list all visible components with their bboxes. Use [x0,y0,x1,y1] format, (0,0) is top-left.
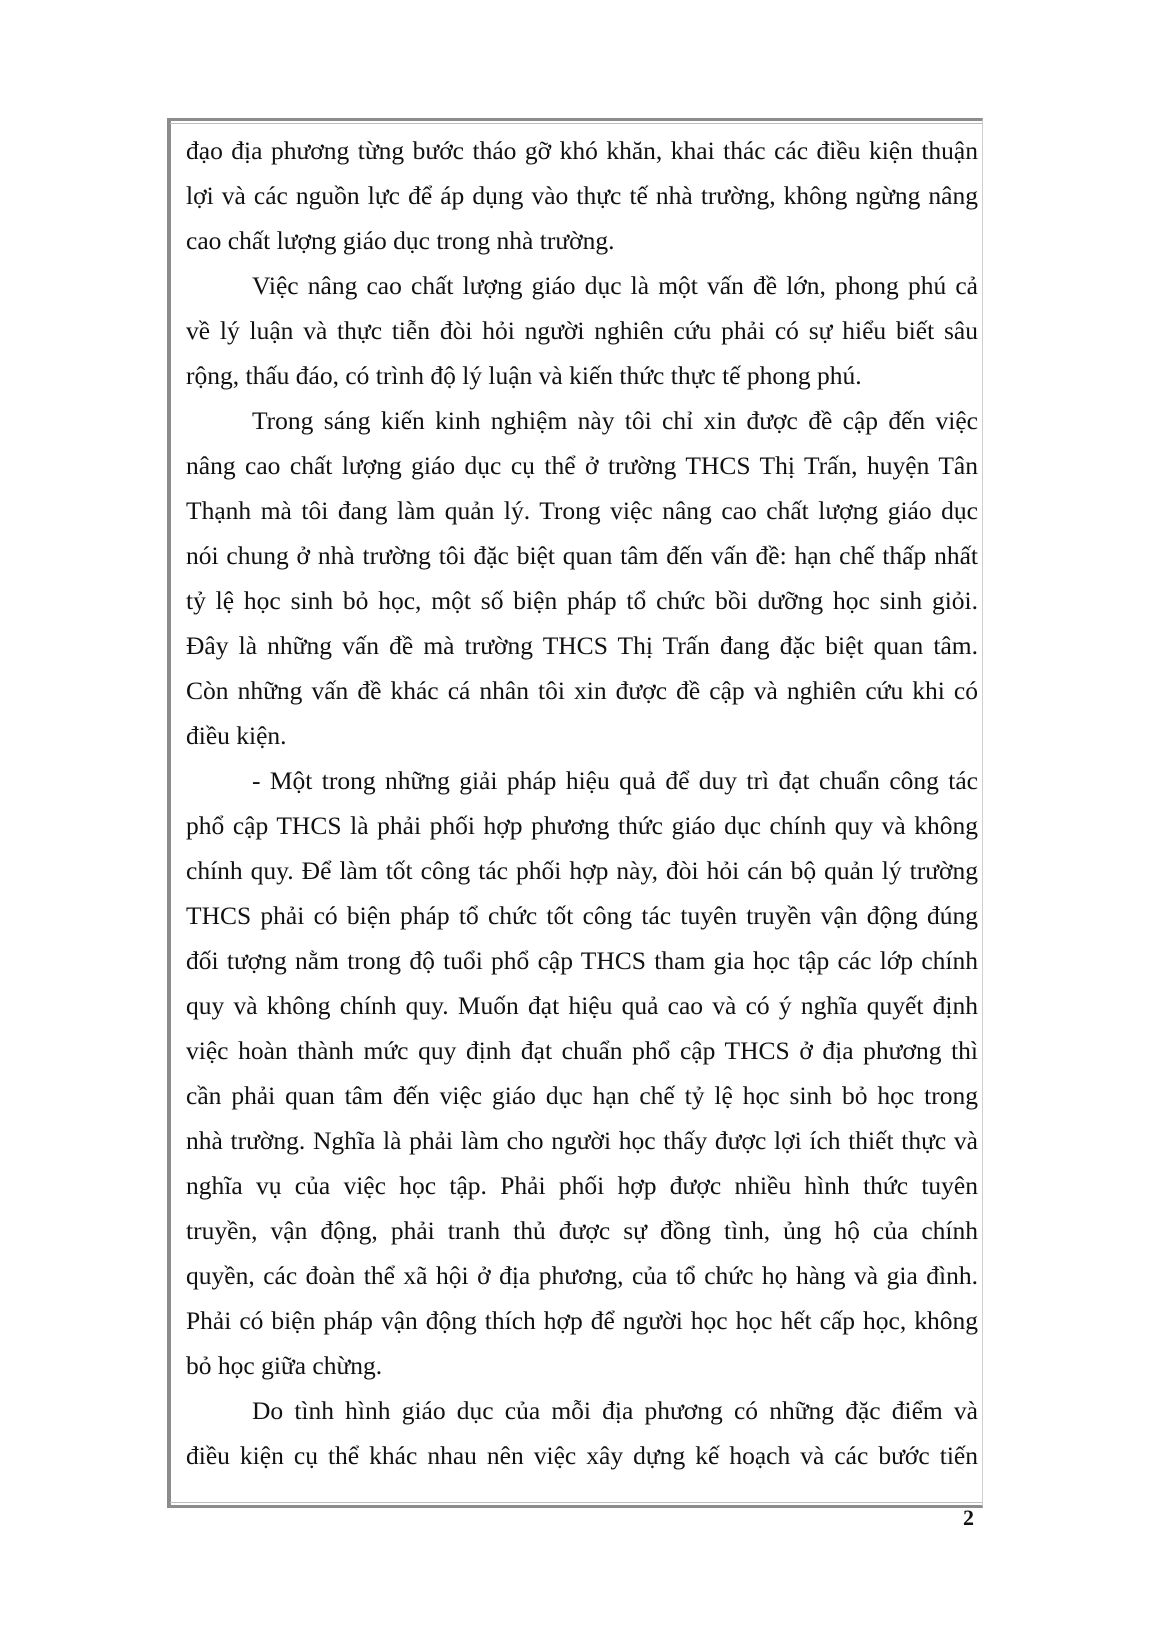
text-line: nghĩa vụ của việc học tập. Phải phối hợp được nhiều hình thức tuyên [186,1171,978,1200]
text-line: THCS phải có biện pháp tổ chức tốt công tác tuyên truyền vận động đúng [186,901,978,930]
text-line: quy và không chính quy. Muốn đạt hiệu quả cao và có ý nghĩa quyết định [186,991,978,1020]
text-line: - Một trong những giải pháp hiệu quả để duy trì đạt chuẩn công tác [252,766,978,795]
text-line: quyền, các đoàn thể xã hội ở địa phương, của tổ chức họ hàng và gia đình. [186,1261,978,1290]
text-line: Việc nâng cao chất lượng giáo dục là một vấn đề lớn, phong phú cả [252,271,978,300]
text-line: điều kiện cụ thể khác nhau nên việc xây dựng kế hoạch và các bước tiến [186,1441,978,1470]
text-line: nhà trường. Nghĩa là phải làm cho người học thấy được lợi ích thiết thực và [186,1126,978,1155]
text-line: Còn những vấn đề khác cá nhân tôi xin được đề cập và nghiên cứu khi có [186,676,978,705]
text-line: Do tình hình giáo dục của mỗi địa phương có những đặc điểm và [252,1396,978,1425]
text-line: đối tượng nằm trong độ tuổi phổ cập THCS tham gia học tập các lớp chính [186,946,978,975]
text-line: nâng cao chất lượng giáo dục cụ thể ở trường THCS Thị Trấn, huyện Tân [186,451,978,480]
text-line: rộng, thấu đáo, có trình độ lý luận và kiến thức thực tế phong phú. [186,361,862,390]
text-line: tỷ lệ học sinh bỏ học, một số biện pháp tổ chức bồi dưỡng học sinh giỏi. [186,586,978,615]
text-line: Thạnh mà tôi đang làm quản lý. Trong việc nâng cao chất lượng giáo dục [186,496,978,525]
text-line: cao chất lượng giáo dục trong nhà trường. [186,226,615,255]
text-line: bỏ học giữa chừng. [186,1351,383,1380]
text-line: nói chung ở nhà trường tôi đặc biệt quan tâm đến vấn đề: hạn chế thấp nhất [186,541,978,570]
text-line: truyền, vận động, phải tranh thủ được sự đồng tình, ủng hộ của chính [186,1216,978,1245]
page-number: 2 [963,1505,974,1530]
text-line: Phải có biện pháp vận động thích hợp để người học học hết cấp học, không [186,1306,978,1335]
text-line: điều kiện. [186,721,287,750]
text-line: chính quy. Để làm tốt công tác phối hợp này, đòi hỏi cán bộ quản lý trường [186,856,978,885]
text-line: về lý luận và thực tiễn đòi hỏi người nghiên cứu phải có sự hiểu biết sâu [186,316,978,345]
text-line: cần phải quan tâm đến việc giáo dục hạn chế tỷ lệ học sinh bỏ học trong [186,1081,978,1110]
text-line: đạo địa phương từng bước tháo gỡ khó khăn, khai thác các điều kiện thuận [186,136,978,165]
text-line: Đây là những vấn đề mà trường THCS Thị Trấn đang đặc biệt quan tâm. [186,631,978,660]
document-body [186,128,978,1478]
text-line: lợi và các nguồn lực để áp dụng vào thực tế nhà trường, không ngừng nâng [186,181,978,210]
text-line: phổ cập THCS là phải phối hợp phương thức giáo dục chính quy và không [186,811,978,840]
text-line: việc hoàn thành mức quy định đạt chuẩn phổ cập THCS ở địa phương thì [186,1036,978,1065]
text-line: Trong sáng kiến kinh nghiệm này tôi chỉ xin được đề cập đến việc [252,406,978,435]
